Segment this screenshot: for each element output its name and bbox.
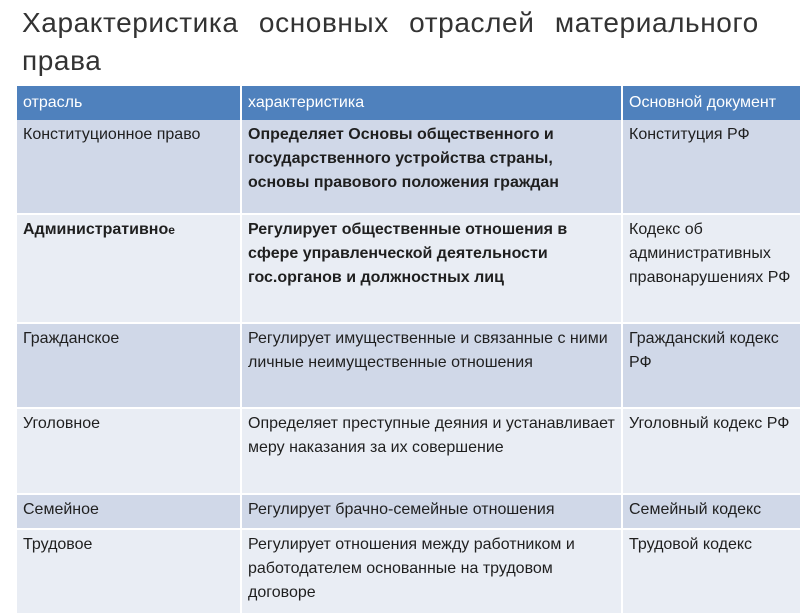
document-cell: Гражданский кодекс РФ [622, 323, 800, 408]
table-row [17, 529, 800, 614]
branch-text: Административно [23, 221, 169, 238]
table-row [17, 408, 800, 494]
document-cell: Семейный кодекс [622, 494, 800, 529]
document-cell: Кодекс об административных правонарушениях РФ [622, 214, 800, 323]
table-row [17, 323, 800, 408]
description-cell: Регулирует имущественные и связанные с ними личные неимущественные отношения [241, 323, 622, 408]
description-cell: Регулирует отношения между работником и работодателем основанные на трудовом договоре [241, 529, 622, 614]
law-branches-table [17, 86, 800, 615]
branch-cell: Конституционное право [17, 120, 241, 214]
header-description: характеристика [241, 86, 622, 120]
description-cell: Регулирует общественные отношения в сфере управленческой деятельности гос.органов и должностных лиц [241, 214, 622, 323]
table-row [17, 494, 800, 529]
table-header-row [17, 86, 800, 120]
branch-cell [17, 214, 241, 323]
branch-cell: Уголовное [17, 408, 241, 494]
description-cell: Определяет Основы общественного и государственного устройства страны, основы правового положения граждан [241, 120, 622, 214]
header-branch: отрасль [17, 86, 241, 120]
document-cell: Уголовный кодекс РФ [622, 408, 800, 494]
branch-cell: Семейное [17, 494, 241, 529]
header-document: Основной документ [622, 86, 800, 120]
branch-cell: Гражданское [17, 323, 241, 408]
document-cell: Трудовой кодекс [622, 529, 800, 614]
document-cell: Конституция РФ [622, 120, 800, 214]
table-row [17, 214, 800, 323]
branch-cell: Трудовое [17, 529, 241, 614]
description-cell: Определяет преступные деяния и устанавливает меру наказания за их совершение [241, 408, 622, 494]
table-row [17, 120, 800, 214]
description-cell: Регулирует брачно-семейные отношения [241, 494, 622, 529]
page-title: Характеристика основных отраслей материального права [22, 7, 759, 76]
branch-text-suffix: е [168, 223, 175, 237]
